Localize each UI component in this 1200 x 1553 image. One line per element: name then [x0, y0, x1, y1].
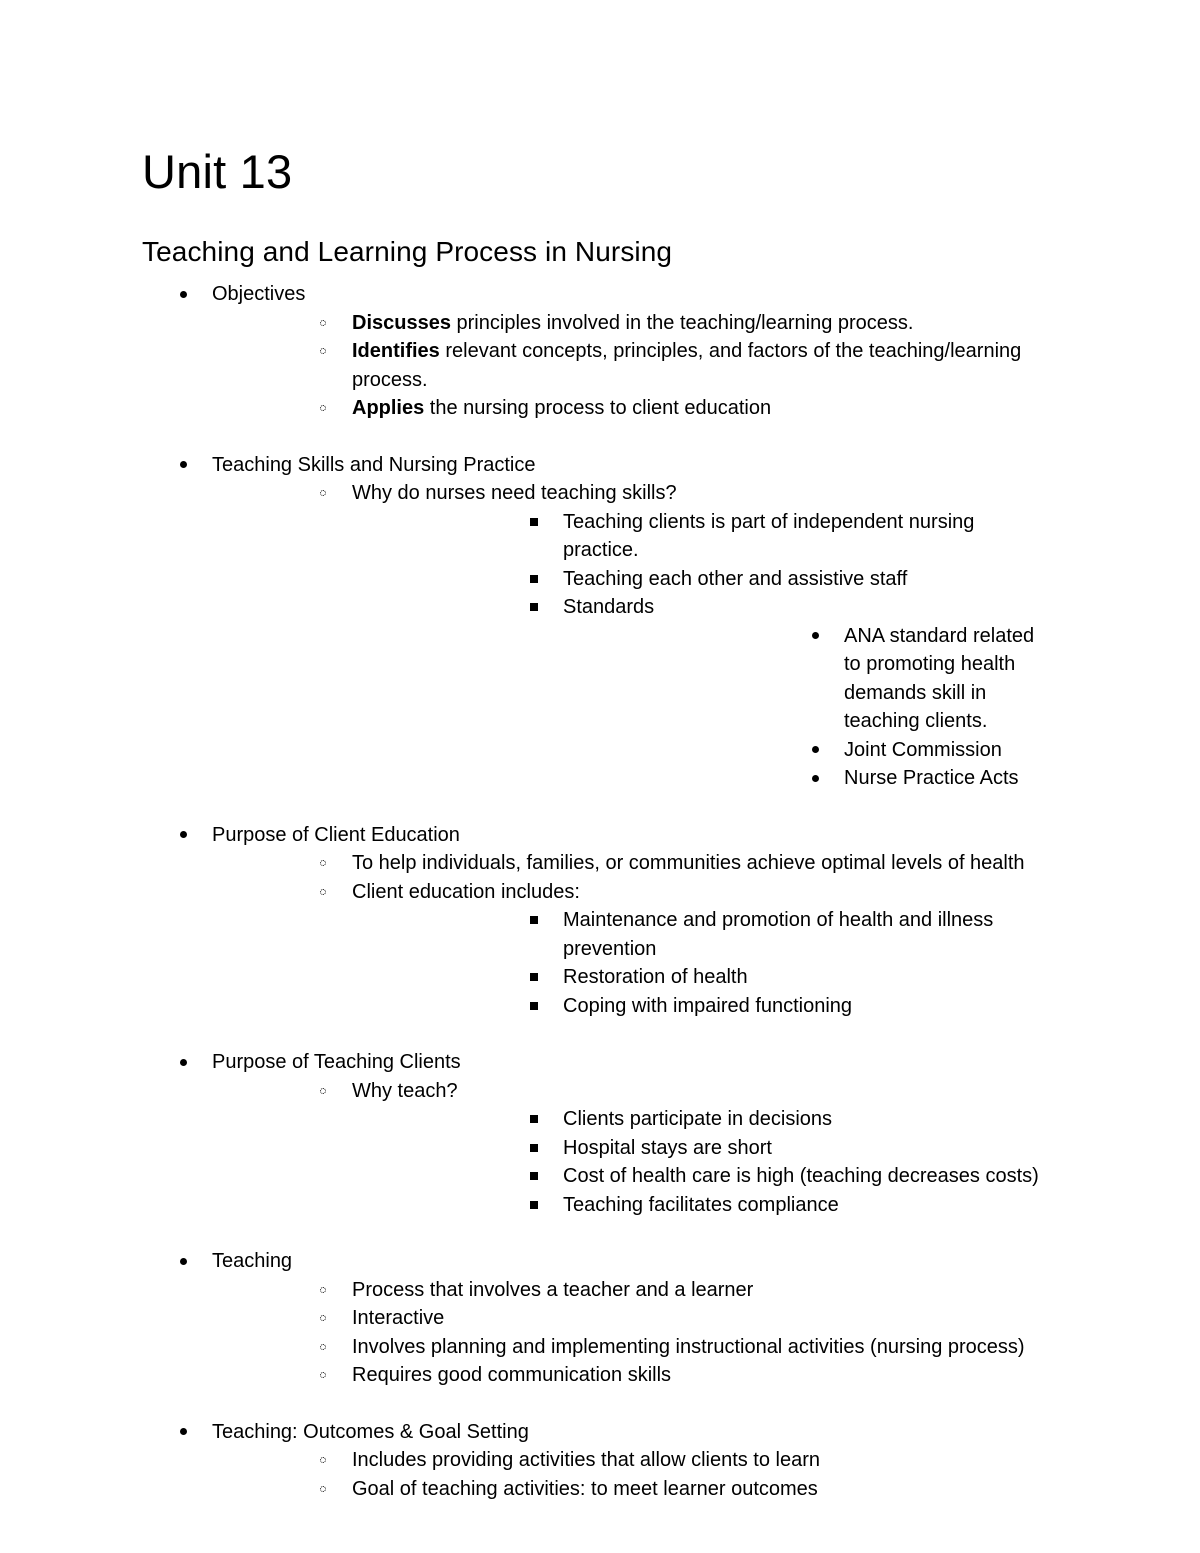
section-label: Teaching [212, 1250, 293, 1272]
item-rest: the nursing process to client education [424, 397, 772, 419]
square-bullet-icon [527, 1191, 541, 1220]
circle-bullet-icon [316, 878, 330, 907]
section-label: Objectives [212, 283, 306, 305]
subitem-text: Coping with impaired functioning [563, 994, 853, 1017]
item-text: To help individuals, families, or communities achieve optimal levels of health [352, 852, 1025, 874]
outline-item [212, 1446, 1042, 1475]
disc-bullet-icon [176, 1048, 190, 1077]
disc-bullet-icon [176, 821, 190, 850]
circle-bullet-icon [316, 394, 330, 423]
outline-subitem [352, 565, 1042, 594]
item-text: Includes providing activities that allow clients to learn [352, 1449, 821, 1471]
outline-item [212, 1077, 1042, 1220]
outline-section [142, 1247, 1042, 1390]
page-subtitle: Teaching and Learning Process in Nursing [142, 236, 673, 267]
outline-item [212, 394, 1042, 423]
subitem-text: Teaching each other and assistive staff [563, 567, 908, 590]
square-bullet-icon [527, 906, 541, 935]
disc-bullet-icon [176, 1247, 190, 1276]
item-text [352, 337, 1042, 394]
item-text [352, 394, 771, 423]
outline-item [212, 1361, 1042, 1390]
subitem-text: Clients participate in decisions [563, 1108, 833, 1130]
disc-bullet-icon [808, 764, 822, 793]
outline-section [142, 1418, 1042, 1504]
outline-subitem [352, 1105, 1042, 1134]
section-label: Purpose of Teaching Clients [212, 1051, 461, 1073]
item-rest: principles involved in the teaching/learning process. [450, 311, 914, 334]
outline-item [212, 878, 1042, 1021]
item-text: Process that involves a teacher and a learner [352, 1278, 754, 1301]
outline-subitem [352, 906, 1042, 963]
circle-bullet-icon [316, 337, 330, 366]
detail-text: ANA standard related to promoting health demands skill in teaching clients. [844, 624, 1035, 732]
outline-subitem [352, 992, 1042, 1021]
outline-item [212, 337, 1042, 394]
outline-item [212, 849, 1042, 878]
outline-subitem [352, 508, 1042, 565]
outline-item [212, 1333, 1042, 1362]
document-page [142, 140, 1042, 1503]
square-bullet-icon [527, 1105, 541, 1134]
circle-bullet-icon [316, 1304, 330, 1333]
subitem-text: Cost of health care is high (teaching decreases costs) [563, 1165, 1039, 1187]
square-bullet-icon [527, 508, 541, 537]
square-bullet-icon [527, 1162, 541, 1191]
outline-section [142, 451, 1042, 793]
outline-subitem [352, 593, 1042, 793]
circle-bullet-icon [316, 849, 330, 878]
subitem-text: Hospital stays are short [563, 1136, 772, 1159]
section-label: Teaching Skills and Nursing Practice [212, 453, 536, 476]
square-bullet-icon [527, 1134, 541, 1163]
outline-subitem [352, 1162, 1042, 1191]
disc-bullet-icon [176, 1418, 190, 1447]
circle-bullet-icon [316, 1333, 330, 1362]
circle-bullet-icon [316, 479, 330, 508]
item-text: Goal of teaching activities: to meet learner outcomes [352, 1477, 818, 1500]
item-rest: relevant concepts, principles, and factors of the teaching/learning process. [352, 340, 1022, 391]
subitem-text: Maintenance and promotion of health and illness prevention [563, 909, 994, 960]
circle-bullet-icon [316, 1077, 330, 1106]
outline-item [212, 1276, 1042, 1305]
detail-text: Nurse Practice Acts [844, 767, 1019, 789]
detail-text: Joint Commission [844, 738, 1002, 761]
outline-list [142, 280, 1042, 1503]
item-text: Why teach? [352, 1079, 458, 1102]
outline-detail [563, 736, 1042, 765]
item-text: Client education includes: [352, 880, 580, 903]
section-label: Teaching: Outcomes & Goal Setting [212, 1420, 529, 1443]
disc-bullet-icon [808, 622, 822, 651]
outline-subitem [352, 1191, 1042, 1220]
square-bullet-icon [527, 963, 541, 992]
page-title: Unit 13 [142, 145, 293, 198]
circle-bullet-icon [316, 309, 330, 338]
disc-bullet-icon [176, 280, 190, 309]
subitem-text: Standards [563, 596, 655, 618]
item-text [352, 309, 913, 338]
circle-bullet-icon [316, 1276, 330, 1305]
outline-section [142, 821, 1042, 1021]
square-bullet-icon [527, 593, 541, 622]
outline-subitem [352, 963, 1042, 992]
item-text: Interactive [352, 1307, 445, 1329]
item-bold-lead: Discusses [352, 311, 451, 334]
circle-bullet-icon [316, 1475, 330, 1504]
outline-subitem [352, 1134, 1042, 1163]
outline-item [212, 1475, 1042, 1504]
item-text: Why do nurses need teaching skills? [352, 482, 677, 504]
outline-section [142, 280, 1042, 423]
outline-detail [563, 622, 1042, 736]
outline-item [212, 309, 1042, 338]
subitem-text: Restoration of health [563, 966, 748, 988]
square-bullet-icon [527, 565, 541, 594]
disc-bullet-icon [808, 736, 822, 765]
item-bold-lead: Applies [352, 397, 425, 419]
item-bold-lead: Identifies [352, 340, 440, 362]
disc-bullet-icon [176, 451, 190, 480]
outline-detail [563, 764, 1042, 793]
circle-bullet-icon [316, 1361, 330, 1390]
subitem-text: Teaching facilitates compliance [563, 1193, 839, 1216]
outline-item [212, 1304, 1042, 1333]
circle-bullet-icon [316, 1446, 330, 1475]
outline-item [212, 479, 1042, 793]
section-label: Purpose of Client Education [212, 823, 460, 846]
item-text: Involves planning and implementing instructional activities (nursing process) [352, 1335, 1025, 1358]
item-text: Requires good communication skills [352, 1364, 672, 1386]
outline-section [142, 1048, 1042, 1219]
subitem-text: Teaching clients is part of independent nursing practice. [563, 510, 975, 561]
square-bullet-icon [527, 992, 541, 1021]
